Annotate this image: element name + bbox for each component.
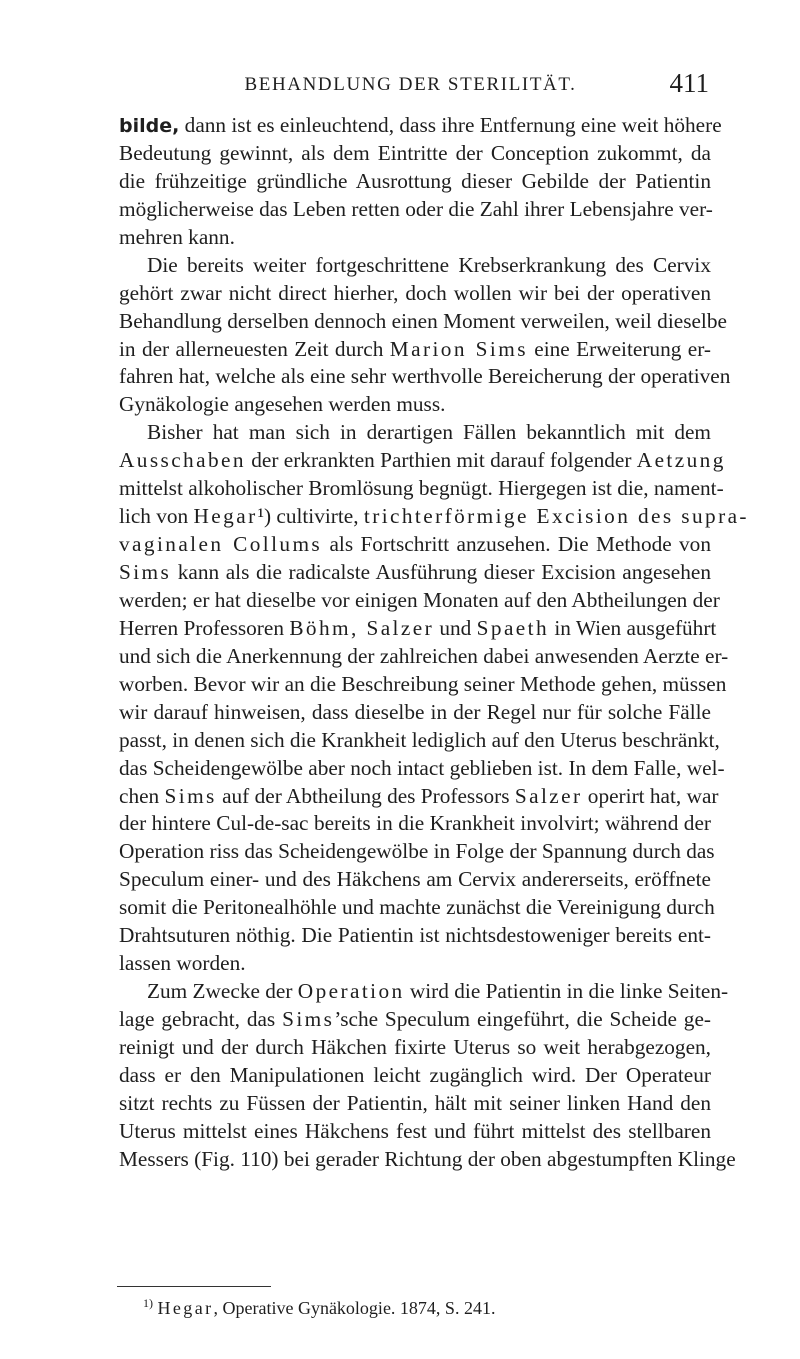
author-name: Sims: [119, 560, 172, 584]
text-line: Behandlung derselben dennoch einen Moment verweilen, weil dieselbe: [119, 308, 727, 333]
page-header: [110, 70, 711, 100]
text-line: in der allerneuesten Zeit durch Marion Sims eine Erweiterung er-: [119, 336, 711, 361]
text-line: mittelst alkoholischer Bromlösung begnügt. Hiergegen ist die, nament-: [119, 476, 724, 501]
emphasis: Aetzung: [636, 448, 726, 473]
text-line: mehren kann.: [119, 224, 235, 249]
text-line: wir darauf hinweisen, dass dieselbe in der Regel nur für solche Fälle: [119, 699, 711, 724]
body-text: [119, 112, 749, 1174]
text-line: das Scheidengewölbe aber noch intact geblieben ist. In dem Falle, wel-: [119, 755, 725, 780]
author-name: Salzer: [514, 783, 583, 808]
text-line: Drahtsuturen nöthig. Die Patientin ist nichtsdestoweniger bereits ent-: [119, 923, 711, 948]
text-line: bilde, dann ist es einleuchtend, dass ihre Entfernung eine weit höhere: [119, 113, 722, 137]
author-name: Sims: [164, 783, 217, 808]
text-line: Gynäkologie angesehen werden muss.: [119, 392, 446, 417]
text-line: Sims kann als die radicalste Ausführung dieser Excision angesehen: [119, 560, 711, 584]
text-line: Bedeutung gewinnt, als dem Eintritte der Conception zukommt, da: [119, 140, 711, 165]
text-line: Ausschaben der erkrankten Parthien mit darauf folgender Aetzung: [119, 448, 726, 473]
text-line: Speculum einer- und des Häkchens am Cervix andererseits, eröffnete: [119, 867, 711, 892]
text-line: sitzt rechts zu Füssen der Patientin, hält mit seiner linken Hand den: [119, 1090, 711, 1115]
text-line: Die bereits weiter fortgeschrittene Krebserkrankung des Cervix: [147, 252, 711, 277]
emphasis: Operation: [297, 979, 405, 1004]
text-line: reinigt und der durch Häkchen fixirte Uterus so weit herabgezogen,: [119, 1034, 711, 1059]
text-line: somit die Peritonealhöhle und machte zunächst die Vereinigung durch: [119, 895, 715, 920]
footnote-rule: [117, 1286, 271, 1287]
footnote: $^{1)}$ Hegar, Operative Gynäkologie. 1874, S. 241.: [143, 1296, 496, 1318]
author-name: Sims: [282, 1007, 335, 1031]
emphasis: trichterförmige Excision des supra-: [363, 504, 749, 529]
emphasis: Ausschaben: [119, 448, 246, 473]
text-line: fahren hat, welche als eine sehr werthvolle Bereicherung der operativen: [119, 364, 731, 389]
page-number: 411: [669, 68, 709, 98]
text-line: Messers (Fig. 110) bei gerader Richtung der oben abgestumpften Klinge: [119, 1146, 736, 1171]
text-line: lich von Hegar¹) cultivirte, trichterförmige Excision des supra-: [119, 504, 749, 529]
text-line: Zum Zwecke der Operation wird die Patientin in die linke Seiten-: [147, 979, 729, 1004]
text-line: vaginalen Collums als Fortschritt anzusehen. Die Methode von: [119, 532, 711, 557]
text-line: die frühzeitige gründliche Ausrottung dieser Gebilde der Patientin: [119, 168, 711, 193]
author-name: Hegar: [157, 1298, 214, 1318]
text-line: Bisher hat man sich in derartigen Fällen bekanntlich mit dem: [147, 420, 711, 445]
text-line: lassen worden.: [119, 951, 246, 976]
text-line: worben. Bevor wir an die Beschreibung seiner Methode gehen, müssen: [119, 671, 727, 696]
author-name: Spaeth: [476, 615, 550, 640]
text-line: der hintere Cul-de-sac bereits in die Krankheit involvirt; während der: [119, 811, 711, 836]
footnote-marker: 1): [143, 1296, 153, 1310]
text-line: Herren Professoren Böhm, Salzer und Spaeth in Wien ausgeführt: [119, 615, 717, 640]
emphasis: vaginalen Collums: [119, 532, 323, 557]
text-line: lage gebracht, das Sims’sche Speculum eingeführt, die Scheide ge-: [119, 1007, 711, 1031]
text-line: passt, in denen sich die Krankheit lediglich auf den Uterus beschränkt,: [119, 727, 720, 752]
author-name: Hegar: [193, 504, 258, 529]
text-line: chen Sims auf der Abtheilung des Professors Salzer operirt hat, war: [119, 783, 719, 808]
text-line: und sich die Anerkennung der zahlreichen dabei anwesenden Aerzte er-: [119, 643, 729, 668]
text-line: dass er den Manipulationen leicht zugänglich wird. Der Operateur: [119, 1062, 711, 1087]
text-line: gehört zwar nicht direct hierher, doch wollen wir bei der operativen: [119, 280, 711, 305]
author-name: Marion Sims: [389, 336, 528, 361]
text-line: möglicherweise das Leben retten oder die Zahl ihrer Lebensjahre ver-: [119, 196, 713, 221]
running-title: BEHANDLUNG DER STERILITÄT.: [244, 74, 577, 95]
text-line: Uterus mittelst eines Häkchens fest und führt mittelst des stellbaren: [119, 1118, 711, 1143]
text-line: werden; er hat dieselbe vor einigen Monaten auf den Abtheilungen der: [119, 587, 720, 612]
author-name: Böhm, Salzer: [289, 615, 435, 640]
text-line: Operation riss das Scheidengewölbe in Folge der Spannung durch das: [119, 839, 715, 864]
